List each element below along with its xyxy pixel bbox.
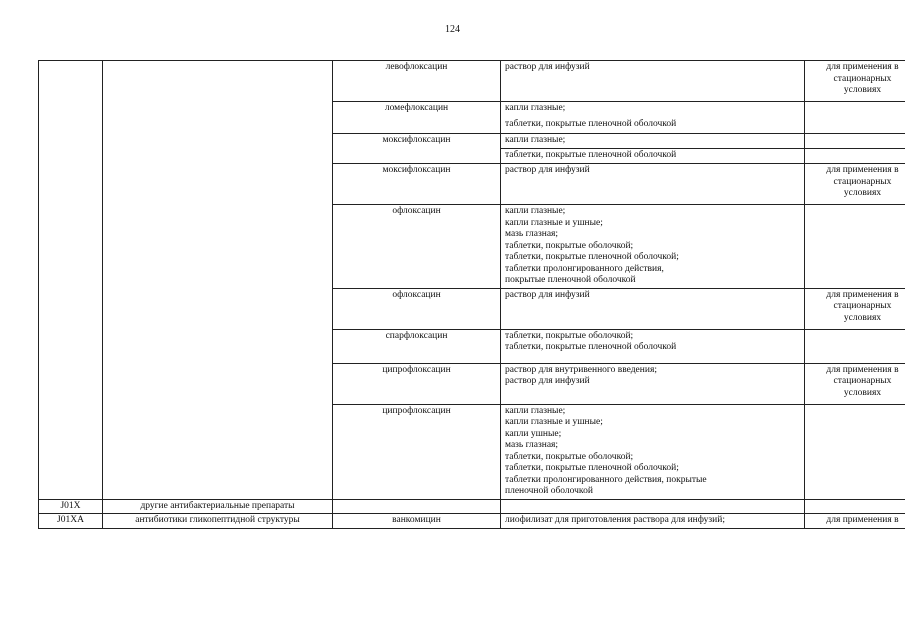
note-cell: для применения в стационарных условиях xyxy=(805,164,905,205)
page-number: 124 xyxy=(445,24,460,35)
note-cell: для применения в xyxy=(805,514,905,529)
note-cell xyxy=(805,149,905,164)
atc-code-cell: J01X xyxy=(39,499,103,514)
note-cell: для применения в стационарных условиях xyxy=(805,61,905,102)
drug-name-cell: офлоксацин xyxy=(333,288,501,329)
drug-name-cell: моксифлоксацин xyxy=(333,164,501,205)
note-cell xyxy=(805,134,905,149)
dosage-form-cell: раствор для инфузий xyxy=(501,164,805,205)
dosage-form-cell: капли глазные; капли глазные и ушные; мазь глазная; таблетки, покрытые оболочкой; таблетки, покрытые пленочной оболочкой; таблетки пролонгированного действия, покрытые пленочной оболочкой xyxy=(501,205,805,289)
atc-group-cell: другие антибактериальные препараты xyxy=(103,499,333,514)
note-cell: для применения в стационарных условиях xyxy=(805,363,905,404)
note-cell: для применения в стационарных условиях xyxy=(805,288,905,329)
note-cell xyxy=(805,499,905,514)
drug-name-cell: левофлоксацин xyxy=(333,61,501,102)
drug-table xyxy=(38,60,905,529)
table-row xyxy=(39,61,905,102)
note-cell xyxy=(805,205,905,289)
drug-table-container xyxy=(38,60,899,529)
drug-name-cell: моксифлоксацин xyxy=(333,134,501,164)
table-row xyxy=(39,514,905,529)
drug-name-cell xyxy=(333,499,501,514)
dosage-form-cell: капли глазные; таблетки, покрытые пленочной оболочкой xyxy=(501,102,805,134)
dosage-form-cell: раствор для инфузий xyxy=(501,61,805,102)
dosage-form-cell: лиофилизат для приготовления раствора для инфузий; xyxy=(501,514,805,529)
drug-name-cell: ципрофлоксацин xyxy=(333,404,501,499)
dosage-form-cell: капли глазные; капли глазные и ушные; капли ушные; мазь глазная; таблетки, покрытые оболочкой; таблетки, покрытые пленочной оболочкой; таблетки пролонгированного действия, покрытые пленочной оболочкой xyxy=(501,404,805,499)
dosage-form-cell: раствор для внутривенного введения; раствор для инфузий xyxy=(501,363,805,404)
atc-code-cell: J01XA xyxy=(39,514,103,529)
atc-group-cell: антибиотики гликопептидной структуры xyxy=(103,514,333,529)
dosage-form-cell xyxy=(501,499,805,514)
note-cell xyxy=(805,329,905,363)
drug-name-cell: ломефлоксацин xyxy=(333,102,501,134)
drug-name-cell: спарфлоксацин xyxy=(333,329,501,363)
dosage-form-cell: капли глазные; xyxy=(501,134,805,149)
dosage-form-cell: таблетки, покрытые оболочкой; таблетки, покрытые пленочной оболочкой xyxy=(501,329,805,363)
drug-name-cell: ванкомицин xyxy=(333,514,501,529)
drug-name-cell: ципрофлоксацин xyxy=(333,363,501,404)
note-cell xyxy=(805,404,905,499)
note-cell xyxy=(805,102,905,134)
dosage-form-cell: раствор для инфузий xyxy=(501,288,805,329)
table-row xyxy=(39,499,905,514)
drug-name-cell: офлоксацин xyxy=(333,205,501,289)
atc-group-cell xyxy=(103,61,333,500)
atc-code-cell xyxy=(39,61,103,500)
dosage-form-cell: таблетки, покрытые пленочной оболочкой xyxy=(501,149,805,164)
